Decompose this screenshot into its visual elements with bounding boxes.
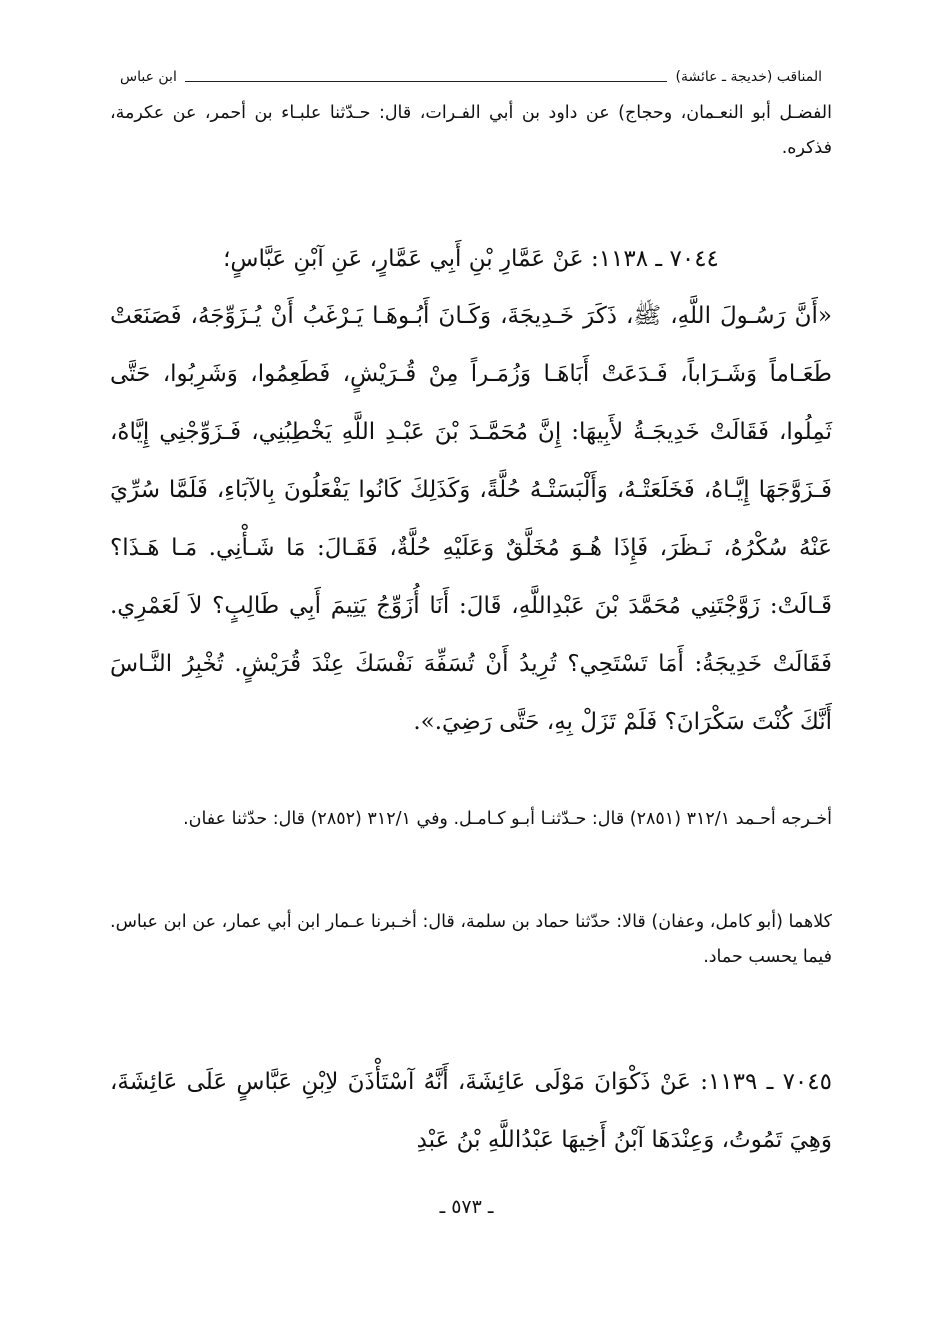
takhrij-note-1: أخـرجه أحـمد ٣١٢/١ (٢٨٥١) قال: حـدّثنـا أبـو كـامـل. وفي ٣١٢/١ (٢٨٥٢) قال: حدّثنا عفان. [183, 809, 832, 829]
page-number: ـ ٥٧٣ ـ [439, 1196, 494, 1218]
header-chapter-title: المناقب (خديجة ـ عائشة) [675, 69, 822, 85]
hadith-7044-text: «أَنَّ رَسُـولَ اللَّهِ، ﷺ، ذَكَرَ خَـدِيجَةَ، وَكَـانَ أَبُـوهَـا يَـرْغَبُ أَنْ يُـزَوِّجَهُ، فَصَنَعَتْ طَعَـاماً وَشَـرَاباً، فَـدَعَتْ أَبَاهَـا وَزُمَـراً مِنْ قُـرَيْشٍ، فَطَعِمُوا، وَشَرِبُوا، حَتَّى ثَمِلُوا، فَقَالَتْ خَدِيجَـةُ لأَبِيهَا: إِنَّ مُحَمَّـدَ بْنَ عَبْـدِ اللَّهِ يَخْطِبُنِي، فَـزَوِّجْنِي إِيَّاهُ، فَـزَوَّجَهَا إِيَّـاهُ، فَخَلَعَتْـهُ، وَأَلْبَسَتْـهُ حُلَّةً، وَكَذَلِكَ كَانُوا يَفْعَلُونَ بِالآبَاءِ، فَلَمَّا سُرِّيَ عَنْهُ سُكْرُهُ، نَـظَرَ، فَإِذَا هُـوَ مُخَلَّقٌ وَعَلَيْهِ حُلَّةٌ، فَقَـالَ: مَا شَـأْنِي. مَـا هَـذَا؟ قَـالَتْ: زَوَّجْتَنِي مُحَمَّدَ بْنَ عَبْدِاللَّهِ، قَالَ: أَنَا أُزَوِّجُ يَتِيمَ أَبِي طَالِبٍ؟ لاَ لَعَمْرِي. فَقَالَتْ خَدِيجَةُ: أَمَا تَسْتَحِي؟ تُرِيدُ أَنْ تُسَفِّهَ نَفْسَكَ عِنْدَ قُرَيْشٍ. تُخْبِرُ النَّـاسَ أَنَّكَ كُنْتَ سَكْرَانَ؟ فَلَمْ تَزَلْ بِهِ، حَتَّى رَضِيَ.». [110, 303, 832, 735]
header-section-title: ابن عباس [120, 69, 177, 85]
hadith-7044-heading: ٧٠٤٤ ـ ١١٣٨: عَنْ عَمَّارِ بْنِ أَبِي عَمَّارٍ، عَنِ آبْنِ عَبَّاسٍ؛ [223, 246, 719, 272]
header-rule [185, 81, 668, 82]
running-header [120, 64, 822, 90]
top-note-paragraph: الفضـل أبو النعـمان، وحجاج) عن داود بن أبي الفـرات، قال: حـدّثنا علبـاء بن أحمر، عن عكرمة، فذكره. [110, 103, 832, 158]
hadith-7045-text: ٧٠٤٥ ـ ١١٣٩: عَنْ ذَكْوَانَ مَوْلَى عَائِشَةَ، أَنَّهُ آسْتَأْذَنَ لاِبْنِ عَبَّاسٍ عَلَى عَائِشَةَ، وَهِيَ تَمُوتُ، وَعِنْدَهَا آبْنُ أَخِيهَا عَبْدُاللَّهِ بْنُ عَبْدِ [110, 1069, 832, 1153]
takhrij-note-2: كلاهما (أبو كامل، وعفان) قالا: حدّثنا حماد بن سلمة، قال: أخـبرنا عـمار ابن أبي عمار، عن ابن عباس. فيما يحسب حماد. [110, 912, 832, 967]
